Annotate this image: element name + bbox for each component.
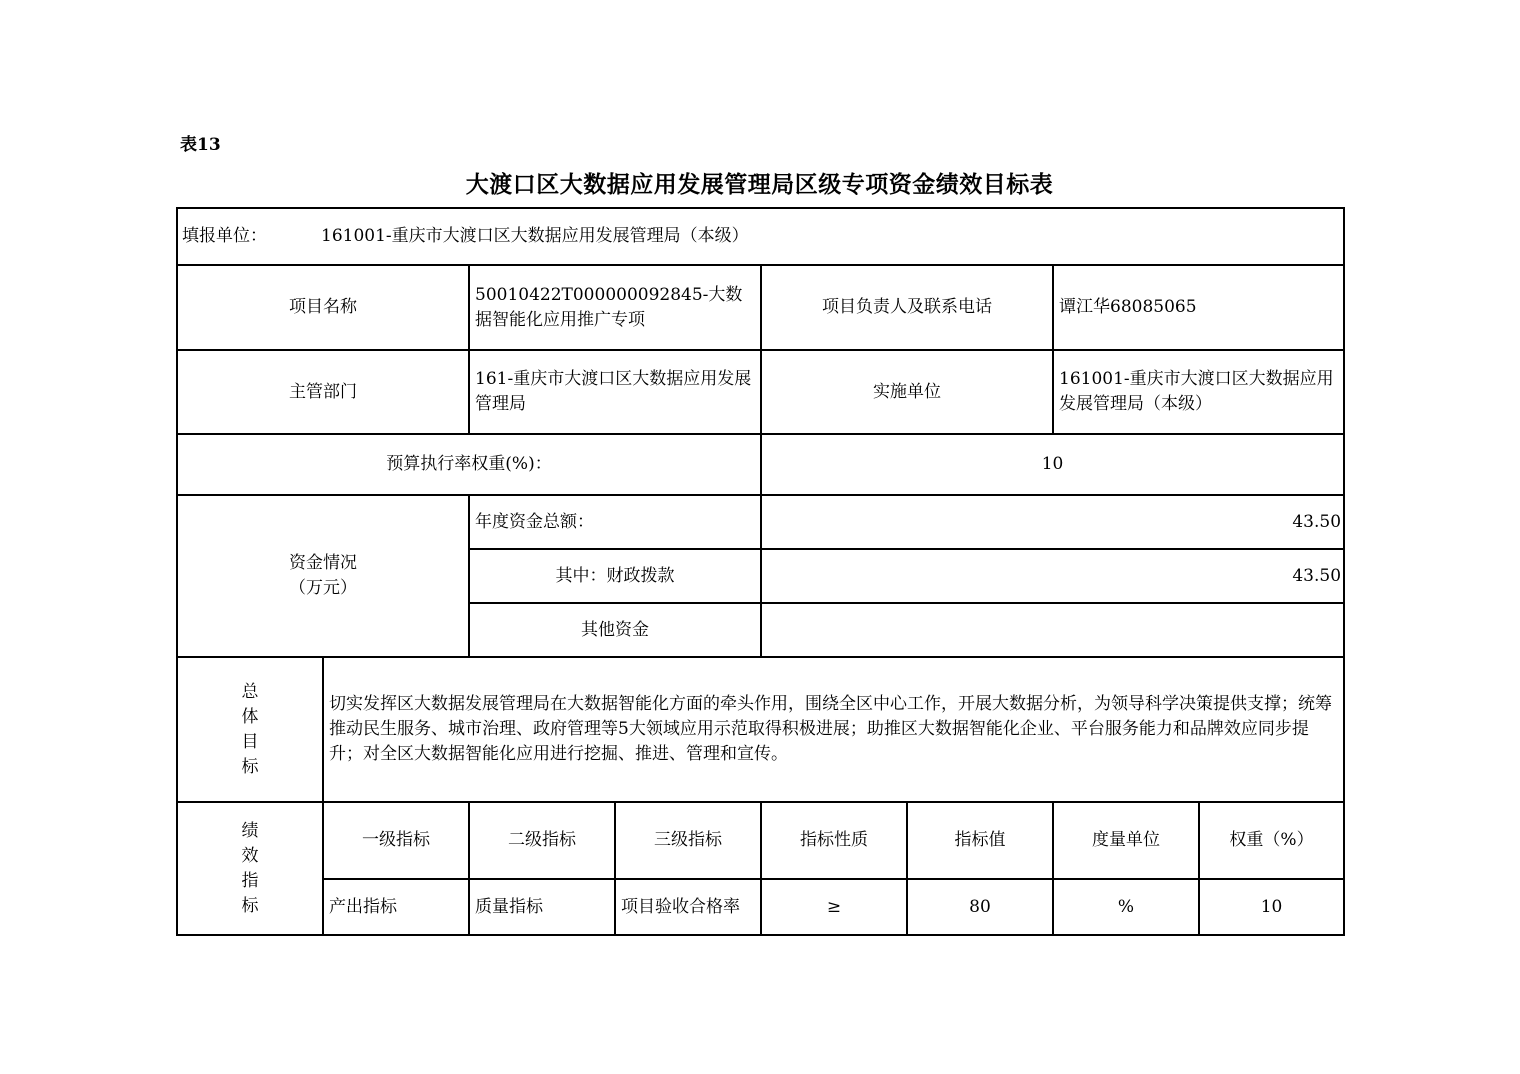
project-name-label: 项目名称 [177,265,469,350]
goal-label-char: 标 [241,756,259,777]
funds-total-value: 43.50 [761,495,1344,549]
indicators-label [177,802,323,935]
table-row [177,879,1344,935]
header-weight: 权重（%） [1199,802,1344,879]
funds-fiscal-value: 43.50 [761,549,1344,603]
budget-weight-value: 10 [761,434,1344,495]
header-nature: 指标性质 [761,802,907,879]
filler-cell [177,208,1344,265]
cell-level1: 产出指标 [323,879,469,935]
indicator-label-char: 标 [241,895,259,916]
funds-fiscal-label: 其中：财政拨款 [469,549,761,603]
header-unit: 度量单位 [1053,802,1199,879]
goal-label-char: 体 [241,706,259,727]
cell-level3: 项目验收合格率 [615,879,761,935]
funds-other-value [761,603,1344,657]
indicator-header-row [177,802,1344,879]
project-contact-value: 谭江华68085065 [1053,265,1344,350]
header-level1: 一级指标 [323,802,469,879]
cell-nature: ≥ [761,879,907,935]
funds-total-label: 年度资金总额： [469,495,761,549]
department-value: 161-重庆市大渡口区大数据应用发展管理局 [469,350,761,434]
goal-label-char: 总 [241,681,259,702]
indicator-label-char: 指 [241,870,259,891]
project-name-row [177,265,1344,350]
cell-value: 80 [907,879,1053,935]
performance-target-table [176,207,1345,936]
implementing-unit-value: 161001-重庆市大渡口区大数据应用发展管理局（本级） [1053,350,1344,434]
header-level3: 三级指标 [615,802,761,879]
filler-label: 填报单位： [182,226,267,246]
cell-level2: 质量指标 [469,879,615,935]
department-label: 主管部门 [177,350,469,434]
funds-total-row [177,495,1344,549]
header-value: 指标值 [907,802,1053,879]
document-title: 大渡口区大数据应用发展管理局区级专项资金绩效目标表 [465,171,1054,198]
funds-section-label [177,495,469,657]
project-contact-label: 项目负责人及联系电话 [761,265,1053,350]
funds-label-line1: 资金情况 [289,553,357,573]
overall-goal-label [177,657,323,802]
overall-goal-row [177,657,1344,802]
implementing-unit-label: 实施单位 [761,350,1053,434]
budget-weight-label: 预算执行率权重(%)： [177,434,761,495]
indicator-label-char: 绩 [241,820,259,841]
table-number: 表13 [180,135,221,155]
cell-unit: % [1053,879,1199,935]
funds-label-line2: （万元） [289,578,357,598]
project-name-value: 50010422T000000092845-大数据智能化应用推广专项 [469,265,761,350]
goal-label-char: 目 [241,731,259,752]
budget-weight-row [177,434,1344,495]
filler-row [177,208,1344,265]
indicator-label-char: 效 [241,845,259,866]
overall-goal-text: 切实发挥区大数据发展管理局在大数据智能化方面的牵头作用，围绕全区中心工作，开展大数据分析，为领导科学决策提供支撑；统筹推动民生服务、城市治理、政府管理等5大领域应用示范取得积极进展；助推区大数据智能化企业、平台服务能力和品牌效应同步提升；对全区大数据智能化应用进行挖掘、推进、管理和宣传。 [323,657,1344,802]
header-level2: 二级指标 [469,802,615,879]
department-row [177,350,1344,434]
filler-value: 161001-重庆市大渡口区大数据应用发展管理局（本级） [321,226,749,246]
cell-weight: 10 [1199,879,1344,935]
funds-other-label: 其他资金 [469,603,761,657]
